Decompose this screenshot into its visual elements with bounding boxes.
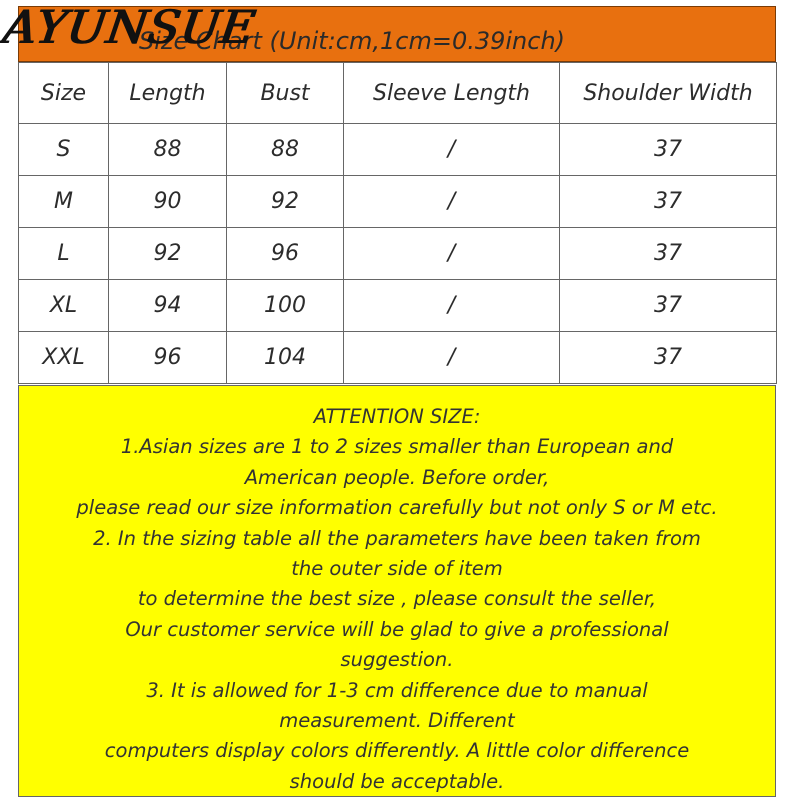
size-cell: XL	[19, 280, 109, 332]
bust-cell: 88	[227, 124, 344, 176]
length-cell: 88	[109, 124, 227, 176]
column-header-sleeve-length: Sleeve Length	[344, 63, 560, 124]
table-header-row	[19, 63, 777, 124]
size-cell: M	[19, 176, 109, 228]
shoulder-width-cell: 37	[560, 332, 777, 384]
notice-line: Our customer service will be glad to give a professional	[125, 617, 669, 641]
notice-line: the outer side of item	[291, 557, 503, 581]
column-header-length: Length	[109, 63, 227, 124]
attention-notice	[18, 385, 776, 797]
sleeve-length-cell: /	[344, 332, 560, 384]
length-cell: 94	[109, 280, 227, 332]
notice-line: American people. Before order,	[244, 465, 550, 489]
notice-line: 3. It is allowed for 1-3 cm difference due to manual	[146, 678, 648, 702]
column-header-shoulder-width: Shoulder Width	[560, 63, 777, 124]
notice-line: to determine the best size , please consult the seller,	[137, 587, 657, 611]
notice-line: 2. In the sizing table all the parameters have been taken from	[93, 526, 701, 550]
size-chart-title: Size Chart (Unit:cm,1cm=0.39inch)	[139, 27, 566, 55]
length-cell: 92	[109, 228, 227, 280]
shoulder-width-cell: 37	[560, 228, 777, 280]
table-row	[19, 332, 777, 384]
table-row	[19, 228, 777, 280]
shoulder-width-cell: 37	[560, 280, 777, 332]
notice-heading: ATTENTION SIZE:	[313, 405, 481, 428]
notice-line: suggestion.	[340, 648, 454, 672]
bust-cell: 92	[227, 176, 344, 228]
bust-cell: 104	[227, 332, 344, 384]
shoulder-width-cell: 37	[560, 124, 777, 176]
length-cell: 90	[109, 176, 227, 228]
bust-cell: 96	[227, 228, 344, 280]
column-header-bust: Bust	[227, 63, 344, 124]
size-cell: XXL	[19, 332, 109, 384]
sleeve-length-cell: /	[344, 124, 560, 176]
notice-line: should be acceptable.	[289, 769, 505, 793]
notice-line: please read our size information carefully but not only S or M etc.	[76, 496, 718, 520]
size-table	[18, 62, 777, 384]
size-cell: S	[19, 124, 109, 176]
table-row	[19, 176, 777, 228]
column-header-size: Size	[19, 63, 109, 124]
table-row	[19, 280, 777, 332]
notice-line: 1.Asian sizes are 1 to 2 sizes smaller than European and	[120, 435, 674, 459]
table-row	[19, 124, 777, 176]
size-cell: L	[19, 228, 109, 280]
sleeve-length-cell: /	[344, 228, 560, 280]
notice-line: computers display colors differently. A little color difference	[104, 739, 690, 763]
sleeve-length-cell: /	[344, 280, 560, 332]
sleeve-length-cell: /	[344, 176, 560, 228]
bust-cell: 100	[227, 280, 344, 332]
notice-line: measurement. Different	[279, 709, 515, 733]
length-cell: 96	[109, 332, 227, 384]
shoulder-width-cell: 37	[560, 176, 777, 228]
brand-logo: AYUNSUE	[0, 0, 260, 54]
